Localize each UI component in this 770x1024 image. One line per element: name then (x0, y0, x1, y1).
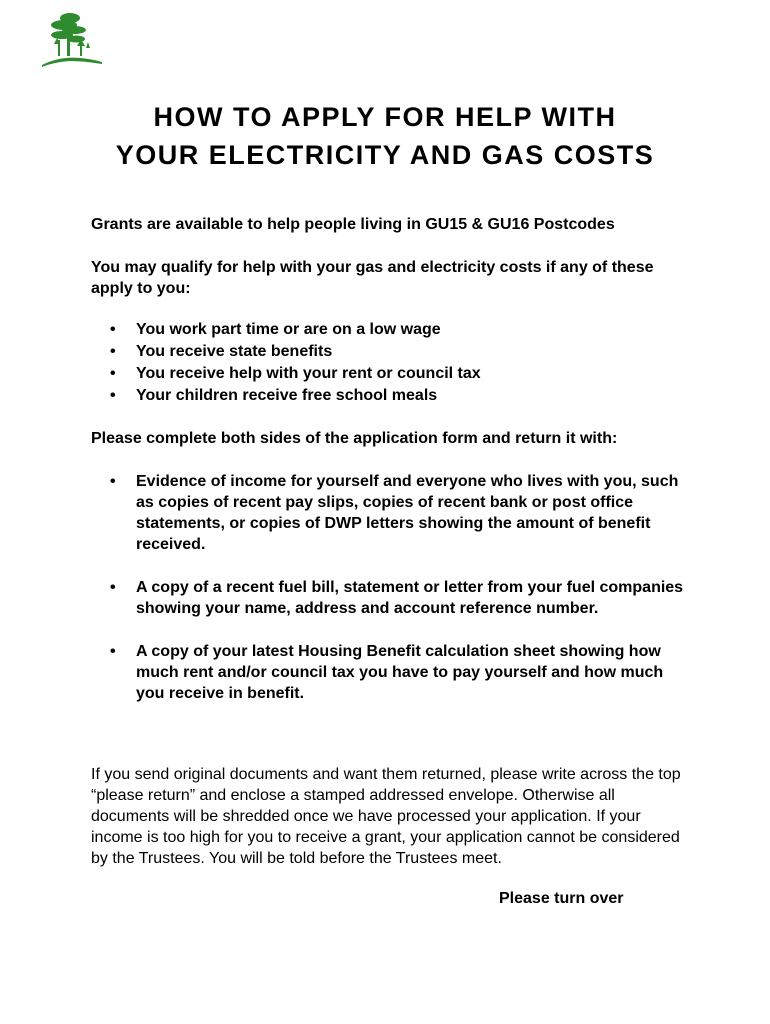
list-item: • Evidence of income for yourself and everyone who lives with you, such as copies of recent pay slips, copies of recent bank or post office statements, or copies of DWP letters showing the amount of benefit received. (108, 471, 688, 555)
turn-over-note: Please turn over (499, 890, 624, 907)
list-item: • Your children receive free school meals (108, 385, 688, 407)
notice-paragraph: If you send original documents and want them returned, please write across the top “please return” and enclose a stamped addressed envelope. Otherwise all documents will be shredded once we have processed your application. If your income is too high for you to receive a grant, your application cannot be considered by the Trustees. You will be told before the Trustees meet. (91, 766, 681, 867)
list-item: • You receive help with your rent or council tax (108, 363, 688, 385)
page-title (0, 98, 770, 174)
intro-text: Grants are available to help people living in GU15 & GU16 Postcodes (91, 216, 615, 233)
complete-intro: Please complete both sides of the application form and return it with: (91, 430, 618, 447)
list-item: • You receive state benefits (108, 341, 688, 363)
title-line-1: HOW TO APPLY FOR HELP WITH (153, 102, 617, 132)
list-item: • A copy of a recent fuel bill, statement or letter from your fuel companies showing your name, address and account reference number. (108, 577, 688, 619)
title-line-2: YOUR ELECTRICITY AND GAS COSTS (115, 140, 655, 170)
list-item: • A copy of your latest Housing Benefit calculation sheet showing how much rent and/or council tax you have to pay yourself and how much you receive in benefit. (108, 641, 688, 704)
qualify-list (108, 319, 688, 407)
qualify-intro: You may qualify for help with your gas and electricity costs if any of these apply to you: (91, 259, 654, 297)
list-item: • You work part time or are on a low wage (108, 319, 688, 341)
tree-logo-icon (40, 10, 104, 68)
evidence-list (108, 471, 688, 726)
